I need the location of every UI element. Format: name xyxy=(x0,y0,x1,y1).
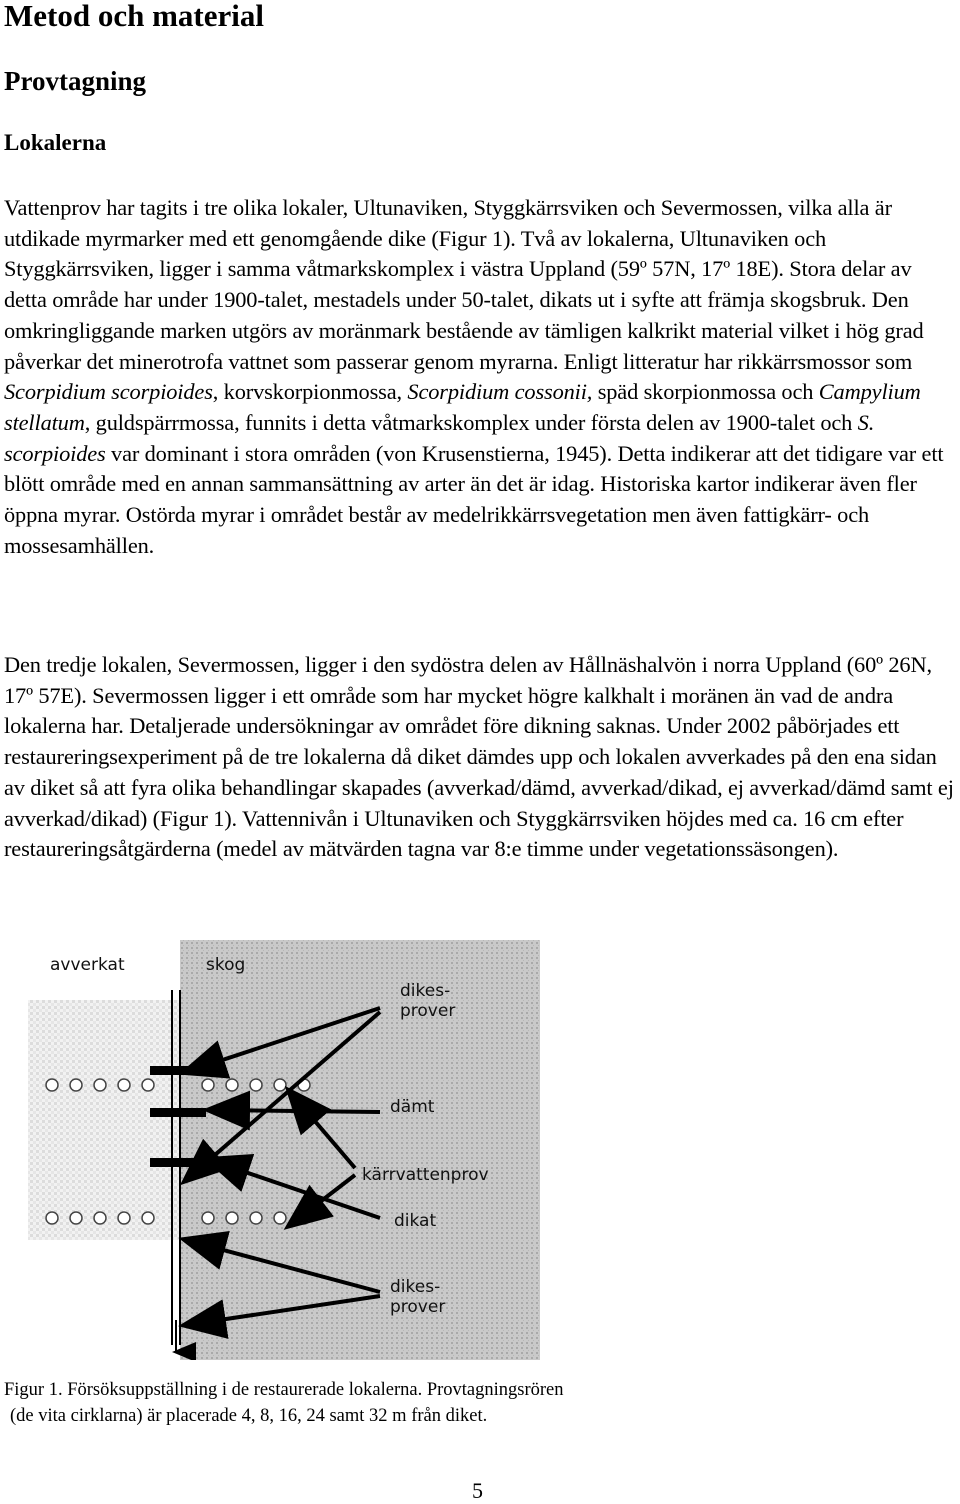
page-number: 5 xyxy=(472,1478,483,1503)
species-name: Scorpidium scorpioides xyxy=(4,379,213,405)
experiment-diagram xyxy=(0,940,560,1360)
paragraph-text: Vattenprov har tagits i tre olika lokaler, Ultunaviken, Styggkärrsviken och Severmossen, vilka alla är utdikade myrmarker med ett genomgående dike (Figur 1). Två av lokalerna, Ultunaviken och Styggkärrsviken, ligger i samma våtmarkskomplex i västra Uppland (59º 57N, 17º 18E). Stora delar av detta område har under 1900-talet, mestadels under 50-talet, dikats ut i syfte att främja skogsbruk. Den omkringliggande marken utgörs av moränmark bestående av tämligen kalkrikt material vilket i hög grad påverkar det minerotrofa vattnet som passerar genom myrarna. Enligt litteratur har rikkärrsmossor som xyxy=(4,195,924,374)
caption-line: Figur 1. Försöksuppställning i de restaurerade lokalerna. Provtagningsrören xyxy=(4,1380,564,1400)
pointer-arrow xyxy=(210,1110,380,1112)
sample-tube-circle xyxy=(118,1212,130,1224)
sample-tube-circle xyxy=(250,1079,262,1091)
sample-tube-circle xyxy=(202,1212,214,1224)
species-name: S. scorpioides xyxy=(4,409,875,466)
sample-tube-circle xyxy=(46,1079,58,1091)
label-dikesprover-bottom: dikes- xyxy=(390,1277,441,1297)
label-damt: dämt xyxy=(390,1097,435,1117)
sample-tube-circle xyxy=(118,1079,130,1091)
sample-tube-circle xyxy=(202,1079,214,1091)
sample-tube-circle xyxy=(94,1079,106,1091)
sample-tube-circle xyxy=(94,1212,106,1224)
figure-caption xyxy=(4,1377,904,1429)
subsubsection-title: Lokalerna xyxy=(4,130,107,155)
paragraph-text: späd skorpionmossa och xyxy=(592,379,819,405)
diagram-svg xyxy=(0,940,560,1360)
label-karrvattenprov: kärrvattenprov xyxy=(362,1165,489,1185)
paragraph-lokaler xyxy=(4,193,958,561)
paragraph-severmossen: Den tredje lokalen, Severmossen, ligger i den sydöstra delen av Hållnäshalvön i norra Uppland (60º 26N, 17º 57E). Severmossen ligger i ett område som har mycket högre kalkhalt i moränen än vad de andra lokalerna har. Detaljerade undersökningar av området före dikning saknas. Under 2002 påbörjades ett restaureringsexperiment på de tre lokalerna då diket dämdes upp och lokalen avverkades på den ena sidan av diket så att fyra olika behandlingar skapades (avverkad/dämd, avverkad/dikad, ej avverkad/dämd samt ej avverkad/dikad) (Figur 1). Vattennivån i Ultunaviken och Styggkärrsviken höjdes med ca. 16 cm efter restaureringsåtgärderna (medel av mätvärden tagna var 8:e timme under vegetationssäsongen). xyxy=(4,652,954,862)
species-name: Campylium stellatum xyxy=(4,379,921,435)
sample-tube-circle xyxy=(46,1212,58,1224)
sample-tube-circle xyxy=(274,1212,286,1224)
sample-tube-circle xyxy=(70,1079,82,1091)
clearcut-area xyxy=(28,1000,180,1240)
sample-tube-circle xyxy=(226,1212,238,1224)
label-avverkat: avverkat xyxy=(50,955,125,975)
sample-tube-circle xyxy=(70,1212,82,1224)
label-dikesprover-top: prover xyxy=(400,1001,456,1021)
sample-tube-circle xyxy=(226,1079,238,1091)
paragraph-text: , guldspärrmossa, funnits i detta våtmarkskomplex under första delen av 1900-talet och xyxy=(84,409,858,435)
label-dikesprover-top: dikes- xyxy=(400,981,451,1001)
section-title: Metod och material xyxy=(4,0,264,33)
label-dikat: dikat xyxy=(394,1211,437,1231)
sample-tube-circle xyxy=(142,1079,154,1091)
sample-tube-circle xyxy=(274,1079,286,1091)
dam-marker xyxy=(150,1158,206,1167)
sample-tube-circle xyxy=(142,1212,154,1224)
paragraph-text: , korvskorpionmossa, xyxy=(212,379,408,405)
sample-tube-circle xyxy=(250,1212,262,1224)
subsection-title: Provtagning xyxy=(4,66,147,96)
label-skog: skog xyxy=(206,955,246,975)
dam-marker xyxy=(150,1108,206,1117)
species-name: Scorpidium cossonii, xyxy=(407,379,593,405)
label-dikesprover-bottom: prover xyxy=(390,1297,446,1317)
paragraph-text: var dominant i stora områden (von Krusenstierna, 1945). Detta indikerar att det tidigare var ett blött område med en annan sammansättning av arter än det är idag. Historiska kartor indikerar även fler öppna myrar. Ostörda myrar i området består av medelrikkärrsvegetation men även fattigkärr- och mossesamhällen. xyxy=(4,440,944,558)
caption-line: (de vita cirklarna) är placerade 4, 8, 16, 24 samt 32 m från diket. xyxy=(10,1406,488,1426)
